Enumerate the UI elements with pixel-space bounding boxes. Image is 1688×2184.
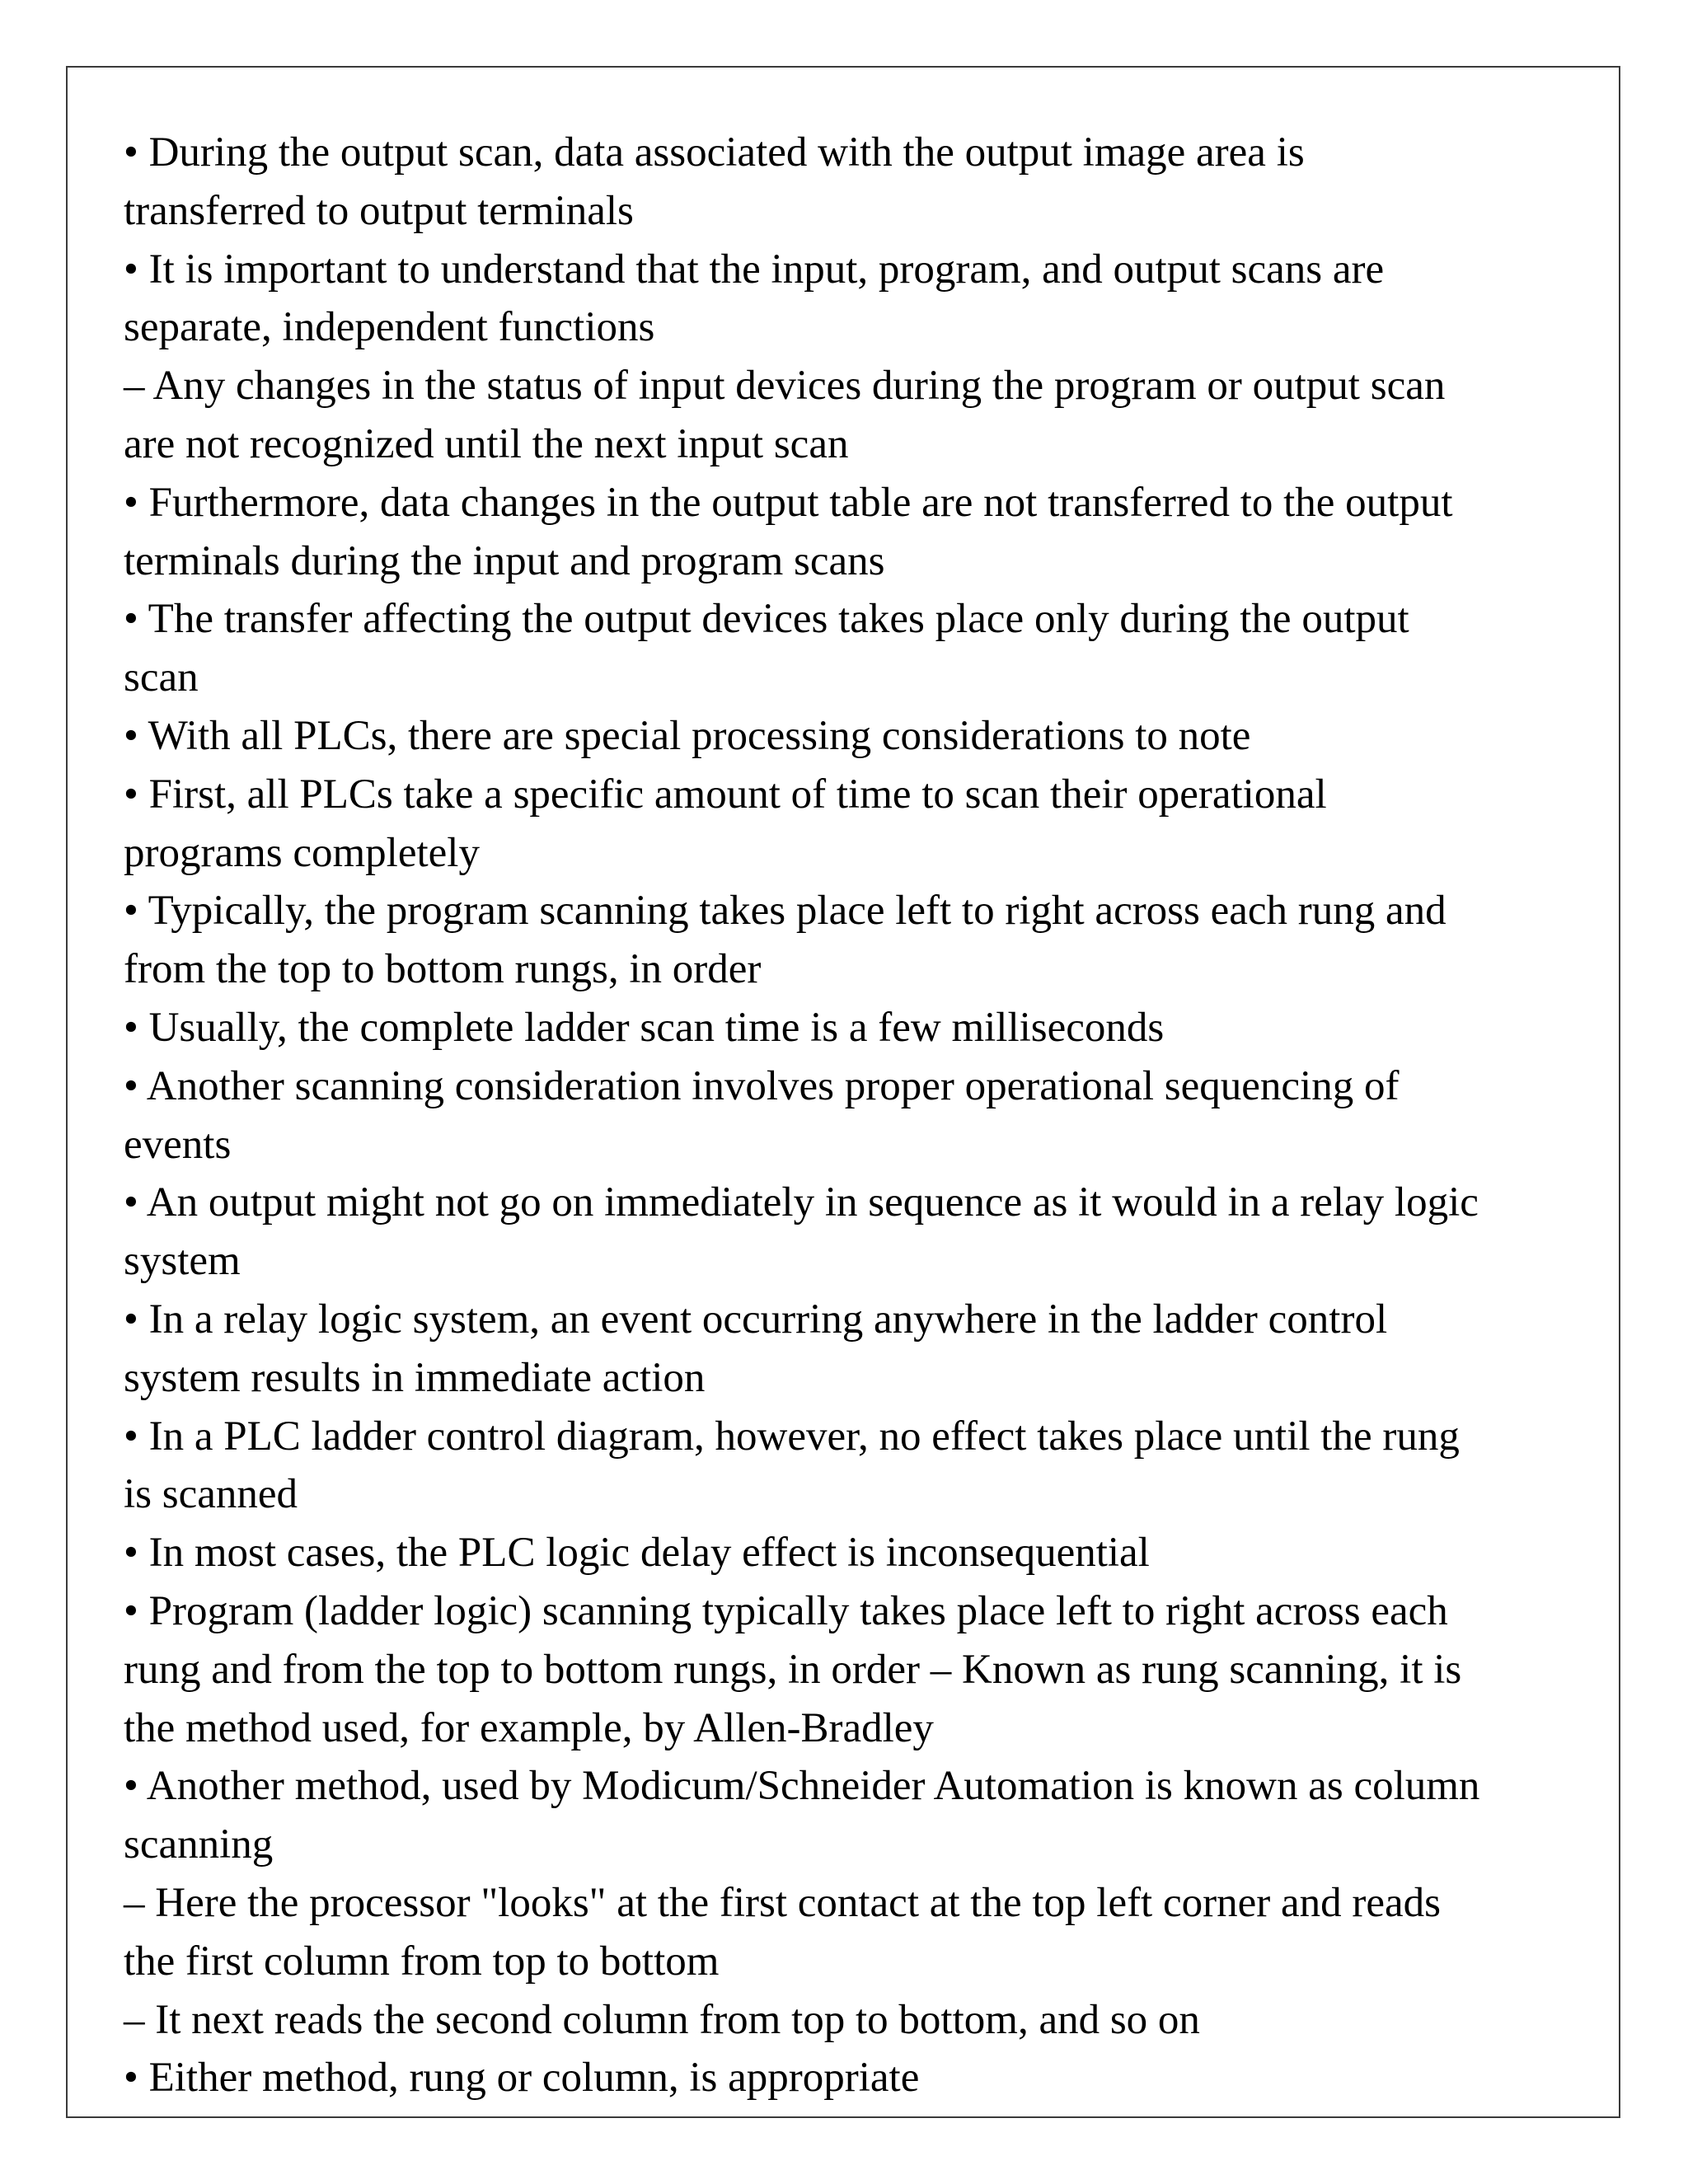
text-line: • Usually, the complete ladder scan time is a few milliseconds <box>124 1004 1165 1051</box>
text-line: terminals during the input and program scans <box>124 537 885 584</box>
text-line: – It next reads the second column from top to bottom, and so on <box>124 1996 1200 2043</box>
text-line: • Typically, the program scanning takes place left to right across each rung and <box>124 888 1447 935</box>
text-line: transferred to output terminals <box>124 187 634 234</box>
text-line: the first column from top to bottom <box>124 1938 720 1985</box>
text-line: • In a PLC ladder control diagram, however, no effect takes place until the rung <box>124 1413 1460 1460</box>
text-line: system results in immediate action <box>124 1354 706 1401</box>
text-line: separate, independent functions <box>124 304 655 351</box>
text-line: scan <box>124 654 199 701</box>
text-line: • During the output scan, data associated with the output image area is <box>124 129 1305 176</box>
text-line: scanning <box>124 1821 274 1868</box>
text-line: the method used, for example, by Allen-Bradley <box>124 1704 934 1751</box>
text-line: rung and from the top to bottom rungs, in order – Known as rung scanning, it is <box>124 1646 1462 1693</box>
text-line: • In a relay logic system, an event occurring anywhere in the ladder control <box>124 1296 1388 1343</box>
text-line: • First, all PLCs take a specific amount of time to scan their operational <box>124 771 1327 818</box>
text-line: is scanned <box>124 1471 298 1518</box>
text-line: • The transfer affecting the output devices takes place only during the output <box>124 596 1409 643</box>
text-line: • Program (ladder logic) scanning typically takes place left to right across each <box>124 1587 1448 1634</box>
text-line: are not recognized until the next input scan <box>124 420 849 467</box>
text-line: – Here the processor "looks" at the first contact at the top left corner and reads <box>124 1879 1441 1926</box>
text-line: • Another method, used by Modicum/Schneider Automation is known as column <box>124 1763 1480 1810</box>
text-line: • Furthermore, data changes in the output table are not transferred to the output <box>124 479 1453 526</box>
text-line: system <box>124 1238 241 1285</box>
text-line: • In most cases, the PLC logic delay effect is inconsequential <box>124 1530 1150 1577</box>
text-line: • With all PLCs, there are special processing considerations to note <box>124 712 1251 759</box>
text-line: • It is important to understand that the input, program, and output scans are <box>124 246 1385 293</box>
text-line: programs completely <box>124 829 480 876</box>
text-line: • Another scanning consideration involves proper operational sequencing of <box>124 1062 1400 1109</box>
text-line: • An output might not go on immediately in sequence as it would in a relay logic <box>124 1179 1479 1226</box>
document-text-block <box>124 124 1566 2107</box>
text-line: from the top to bottom rungs, in order <box>124 946 762 993</box>
text-line: – Any changes in the status of input devices during the program or output scan <box>124 363 1446 410</box>
text-line: • Either method, rung or column, is appropriate <box>124 2055 920 2102</box>
text-line: events <box>124 1121 232 1168</box>
